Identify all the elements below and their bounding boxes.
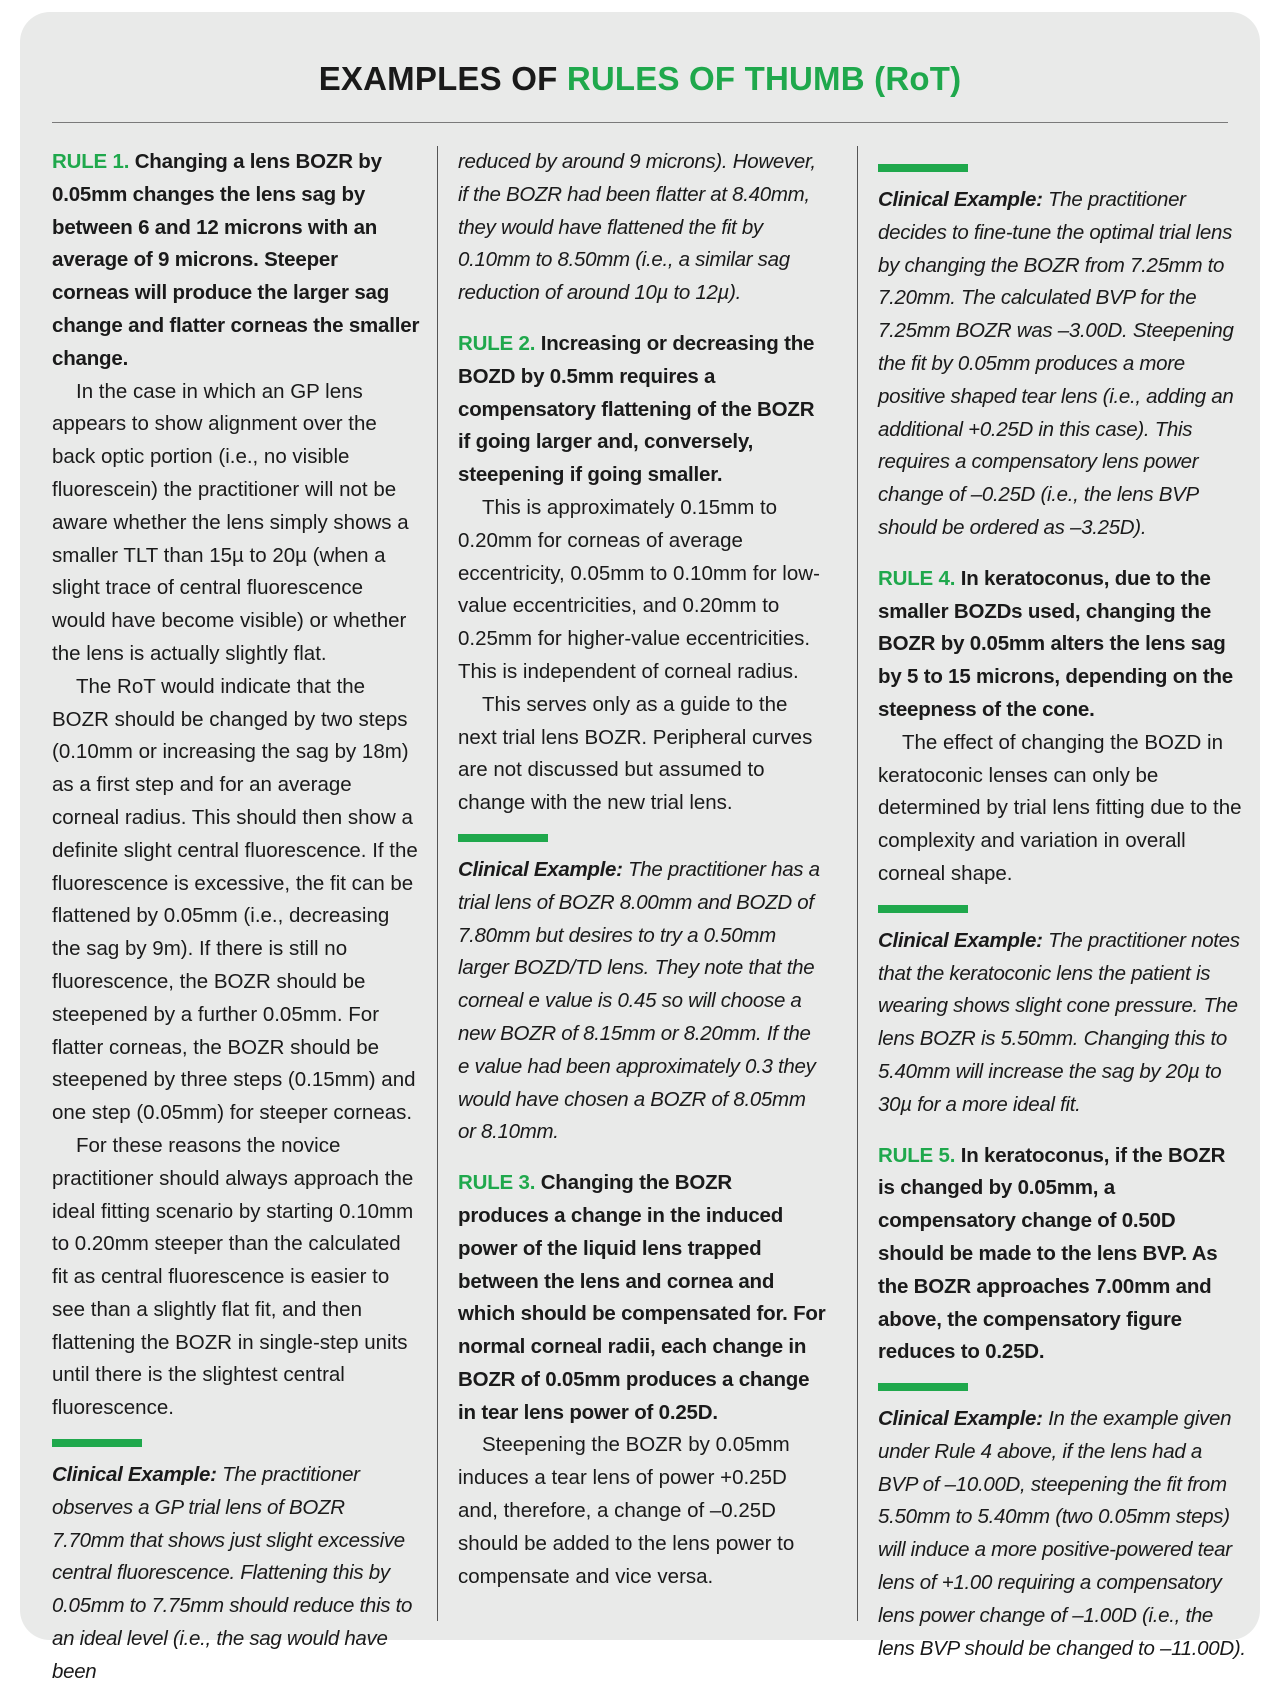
section-bar (878, 1383, 968, 1391)
clinical-example-5 (878, 1403, 1246, 1665)
clinical-example-text: The practitioner observes a GP trial lens of BOZR 7.70mm that shows just slight excessive central fluorescence. Flattening this by 0.05mm to 7.75mm should reduce this to an ideal level (i.e., the sag would have been (52, 1463, 413, 1683)
title-highlight: RULES OF THUMB (RoT) (566, 60, 962, 97)
rule-4 (878, 563, 1246, 727)
column-divider (857, 146, 858, 1621)
page-title (20, 60, 1260, 98)
rule-3 (458, 1167, 826, 1429)
section-bar (52, 1439, 142, 1447)
spacer (458, 1149, 826, 1167)
clinical-example-2 (458, 854, 826, 1149)
column-1 (52, 146, 420, 1689)
title-divider (52, 122, 1228, 123)
section-bar (878, 905, 968, 913)
paragraph: This serves only as a guide to the next trial lens BOZR. Peripheral curves are not discussed but assumed to change with the new trial lens. (458, 692, 813, 815)
rule-3-label: RULE 3. (458, 1171, 536, 1195)
rule-2 (458, 328, 826, 492)
paragraph: For these reasons the novice practitioner should always approach the ideal fitting scenario by starting 0.10mm to 0.20mm steeper than the calculated fit as central fluorescence is easier to see than a slightly flat fit, and then flattening the BOZR in single-step units until there is the slightest central fluorescence. (52, 1133, 414, 1420)
paragraph: The effect of changing the BOZD in keratoconic lenses can only be determined by trial lens fitting due to the complexity and variation in overall corneal shape. (878, 730, 1242, 885)
clinical-example-text: The practitioner decides to fine-tune the optimal trial lens by changing the BOZR from 7.25mm to 7.20mm. The calculated BVP for the 7.25mm BOZR was –3.00D. Steepening the fit by 0.05mm produces a more positive shaped tear lens (i.e., adding an additional +0.25D in this case). This requires a compensatory lens power change of –0.25D (i.e., the lens BVP should be ordered as –3.25D). (878, 188, 1234, 539)
rule-5-text: In keratoconus, if the BOZR is changed by 0.05mm, a compensatory change of 0.50D should be made to the lens BVP. As the BOZR approaches 7.00mm and above, the compensatory figure reduces to 0.25D. (878, 1143, 1226, 1364)
section-bar (878, 164, 968, 172)
clinical-example-label: Clinical Example: (52, 1463, 217, 1487)
rule-5 (878, 1140, 1246, 1370)
rule-5-label: RULE 5. (878, 1143, 956, 1167)
column-2 (458, 146, 826, 1593)
clinical-example-3 (878, 184, 1246, 545)
rule-1-text: Changing a lens BOZR by 0.05mm changes the lens sag by between 6 and 12 microns with an average of 9 microns. Steeper corneas will produce the larger sag change and flatter corneas the smaller change. (52, 150, 420, 370)
clinical-example-label: Clinical Example: (878, 188, 1043, 211)
column-3 (878, 146, 1246, 1665)
spacer (878, 1122, 1246, 1140)
title-prefix: EXAMPLES OF (318, 60, 567, 97)
clinical-example-text: The practitioner notes that the keratoconic lens the patient is wearing shows slight cone pressure. The lens BOZR is 5.50mm. Changing this to 5.40mm will increase the sag by 20µ to 30µ for a more ideal fit. (878, 928, 1240, 1116)
rule-4-label: RULE 4. (878, 566, 956, 590)
rules-panel (20, 12, 1260, 1683)
clinical-example-1 (52, 1459, 420, 1689)
spacer (878, 545, 1246, 563)
clinical-example-label: Clinical Example: (878, 928, 1043, 952)
rule-1 (52, 146, 420, 376)
clinical-example-label: Clinical Example: (878, 1407, 1043, 1431)
rule-4-text: In keratoconus, due to the smaller BOZDs used, changing the BOZR by 0.05mm alters the lens sag by 5 to 15 microns, depending on the steepness of the cone. (878, 566, 1234, 721)
rule-3-text: Changing the BOZR produces a change in the induced power of the liquid lens trapped between the lens and cornea and which should be compensated for. For normal corneal radii, each change in BOZR of 0.05mm produces a change in tear lens power of 0.25D. (458, 1171, 826, 1424)
clinical-example-1-continued: reduced by around 9 microns). However, if the BOZR had been flatter at 8.40mm, they would have flattened the fit by 0.10mm to 8.50mm (i.e., a similar sag reduction of around 10µ to 12µ). (458, 150, 816, 305)
paragraph: Steepening the BOZR by 0.05mm induces a tear lens of power +0.25D and, therefore, a change of –0.25D should be added to the lens power to compensate and vice versa. (458, 1433, 795, 1588)
paragraph: The RoT would indicate that the BOZR should be changed by two steps (0.10mm or increasing the sag by 18m) as a first step and for an average corneal radius. This should then show a definite slight central fluorescence. If the fluorescence is excessive, the fit can be flattened by 0.05mm (i.e., decreasing the sag by 9m). If there is still no fluorescence, the BOZR should be steepened by a further 0.05mm. For flatter corneas, the BOZR should be steepened by three steps (0.15mm) and one step (0.05mm) for steeper corneas. (52, 674, 418, 1125)
paragraph: In the case in which an GP lens appears to show alignment over the back optic portion (i.e., no visible fluorescein) the practitioner will not be aware whether the lens simply shows a smaller TLT than 15µ to 20µ (when a slight trace of central fluorescence would have become visible) or whether the lens is actually slightly flat. (52, 379, 409, 665)
clinical-example-label: Clinical Example: (458, 857, 623, 881)
rule-2-text: Increasing or decreasing the BOZD by 0.5mm requires a compensatory flattening of the BOZR if going larger and, conversely, steepening if going smaller. (458, 331, 815, 487)
column-divider (437, 146, 438, 1621)
rule-2-label: RULE 2. (458, 331, 536, 355)
clinical-example-4 (878, 925, 1246, 1122)
section-bar (458, 834, 548, 842)
rule-1-label: RULE 1. (52, 150, 130, 173)
paragraph: This is approximately 0.15mm to 0.20mm for corneas of average eccentricity, 0.05mm to 0.10mm for low-value eccentricities, and 0.20mm to 0.25mm for higher-value eccentricities. This is independent of corneal radius. (458, 495, 820, 683)
spacer (458, 310, 826, 328)
clinical-example-text: The practitioner has a trial lens of BOZR 8.00mm and BOZD of 7.80mm but desires to try a 0.50mm larger BOZD/TD lens. They note that the corneal e value is 0.45 so will choose a new BOZR of 8.15mm or 8.20mm. If the e value had been approximately 0.3 they would have chosen a BOZR of 8.05mm or 8.10mm. (458, 857, 820, 1144)
clinical-example-text: In the example given under Rule 4 above, if the lens had a BVP of –10.00D, steepening the fit from 5.50mm to 5.40mm (two 0.05mm steps) will induce a more positive-powered tear lens of +1.00 requiring a compensatory lens power change of –1.00D (i.e., the lens BVP should be changed to –11.00D). (878, 1407, 1246, 1660)
